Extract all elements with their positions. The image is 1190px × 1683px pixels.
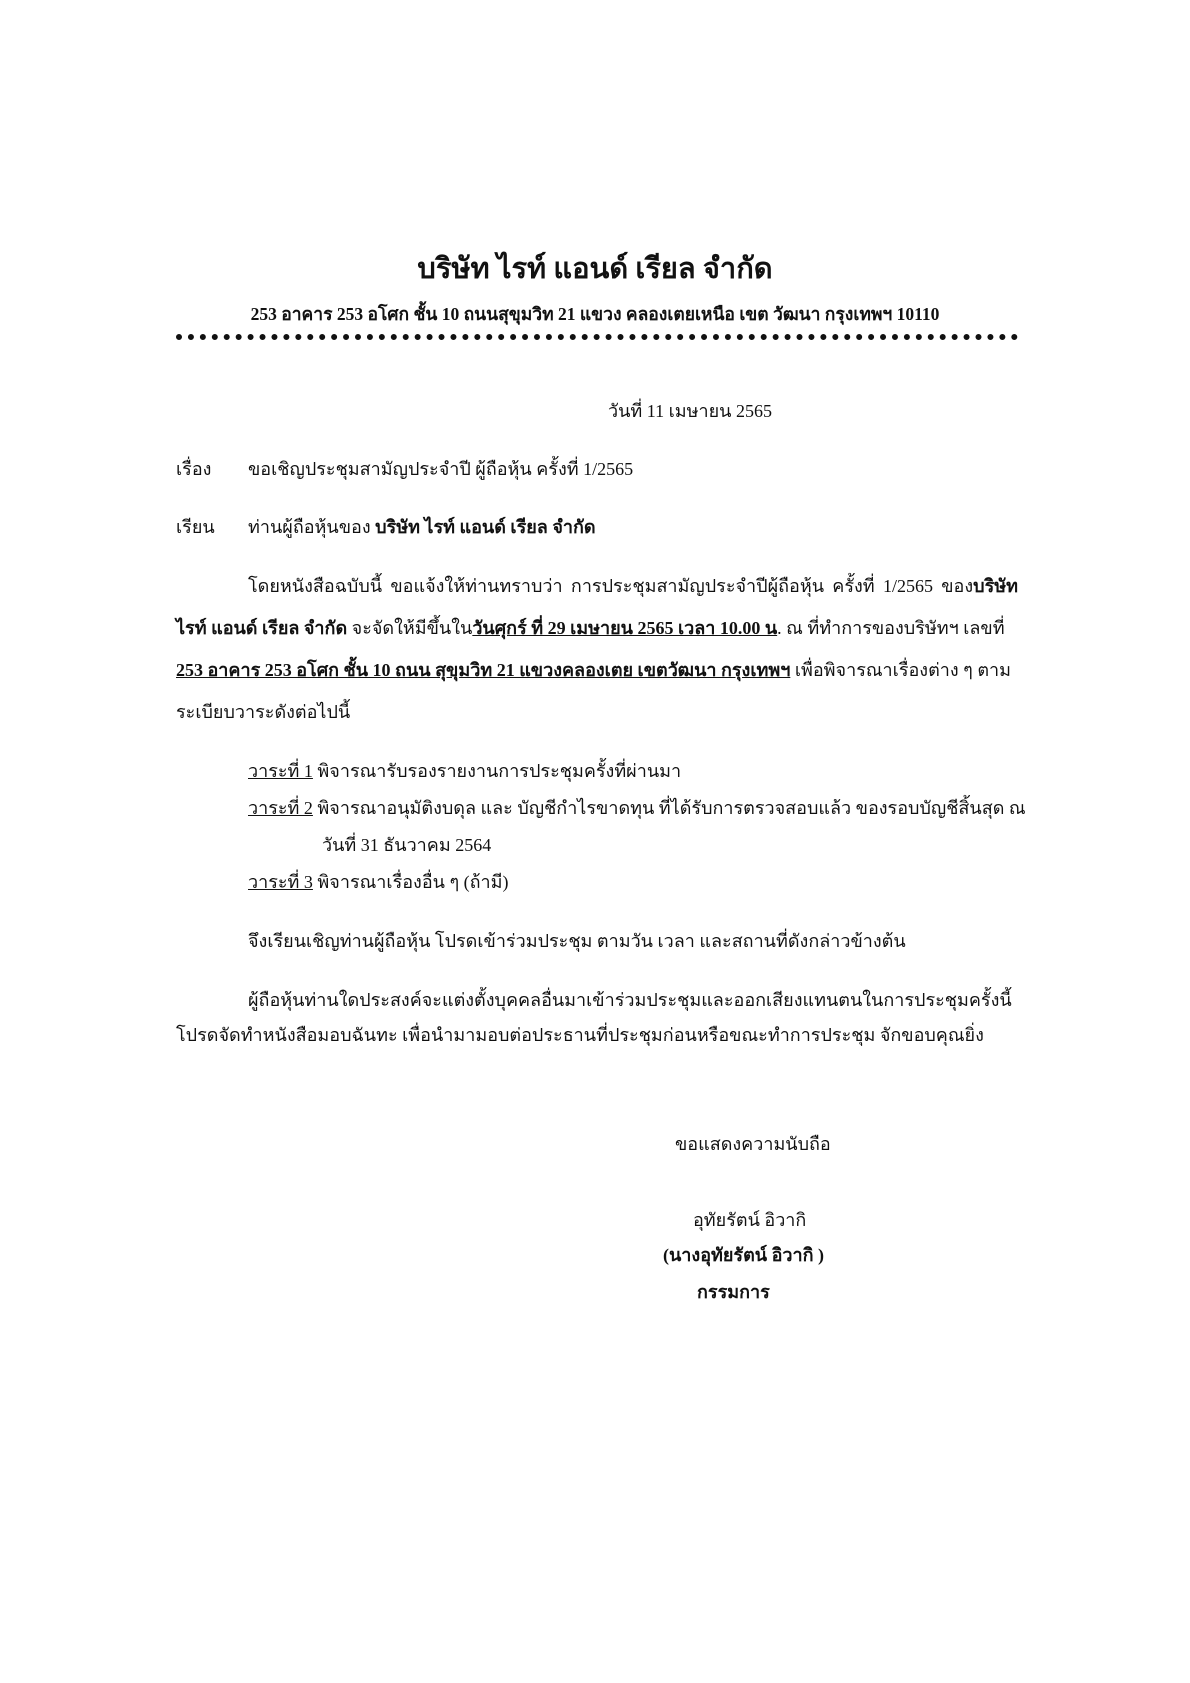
paragraph1-line4: ระเบียบวาระดังต่อไปนี้ xyxy=(176,702,351,722)
agenda-item-1-label: วาระที่ 1 xyxy=(248,761,313,781)
agenda-item-3-label: วาระที่ 3 xyxy=(248,872,313,892)
agenda-item-1-text: พิจารณารับรองรายงานการประชุมครั้งที่ผ่านมา xyxy=(312,761,682,781)
paragraph1-line2-text2: . ณ ที่ทำการของบริษัทฯ เลขที่ xyxy=(777,618,1005,638)
paragraph1-line3-text: เพื่อพิจารณาเรื่องต่าง ๆ ตาม xyxy=(790,660,1012,680)
signer-position: กรรมการ xyxy=(697,1282,770,1302)
agenda-item-3 xyxy=(248,867,508,896)
recipient-line xyxy=(248,512,596,541)
header-dotted-divider xyxy=(176,334,1018,340)
meeting-address: 253 อาคาร 253 อโศก ชั้น 10 ถนน สุขุมวิท 21 แขวงคลองเตย เขตวัฒนา กรุงเทพฯ xyxy=(176,660,791,680)
paragraph1-company-end: ไรท์ แอนด์ เรียล จำกัด xyxy=(176,618,348,638)
company-name: บริษัท ไรท์ แอนด์ เรียล จำกัด xyxy=(417,253,773,285)
company-address: 253 อาคาร 253 อโศก ชั้น 10 ถนนสุขุมวิท 21 แขวง คลองเตยเหนือ เขต วัฒนา กรุงเทพฯ 10110 xyxy=(250,304,940,324)
signature: อุทัยรัตน์ อิวากิ xyxy=(693,1210,807,1230)
proxy-paragraph-line1: ผู้ถือหุ้นท่านใดประสงค์จะแต่งตั้งบุคคลอื่นมาเข้าร่วมประชุมและออกเสียงแทนตนในการประชุมครั้งนี้ xyxy=(248,990,1012,1010)
agenda-item-2-continuation: วันที่ 31 ธันวาคม 2564 xyxy=(322,835,492,855)
recipient-company: บริษัท ไรท์ แอนด์ เรียล จำกัด xyxy=(375,517,596,537)
paragraph1-company-start: บริษัท xyxy=(973,576,1018,596)
paragraph1-line3 xyxy=(176,655,1011,684)
agenda-item-2-text: พิจารณาอนุมัติงบดุล และ บัญชีกำไรขาดทุน ที่ได้รับการตรวจสอบแล้ว ของรอบบัญชีสิ้นสุด ณ xyxy=(312,798,1026,818)
agenda-item-3-text: พิจารณาเรื่องอื่น ๆ (ถ้ามี) xyxy=(312,872,509,892)
agenda-item-1 xyxy=(248,756,681,785)
signer-full-name: (นางอุทัยรัตน์ อิวากิ ) xyxy=(663,1245,824,1265)
paragraph1-line1-text: โดยหนังสือฉบับนี้ ขอแจ้งให้ท่านทราบว่า การประชุมสามัญประจำปีผู้ถือหุ้น ครั้งที่ 1/2565 ของ xyxy=(248,576,974,596)
agenda-item-2-label: วาระที่ 2 xyxy=(248,798,313,818)
agenda-item-2 xyxy=(248,793,1026,822)
subject-text: ขอเชิญประชุมสามัญประจำปี ผู้ถือหุ้น ครั้งที่ 1/2565 xyxy=(248,459,634,479)
closing-salutation: ขอแสดงความนับถือ xyxy=(675,1134,831,1154)
meeting-datetime: วันศุกร์ ที่ 29 เมษายน 2565 เวลา 10.00 น xyxy=(472,618,778,638)
letter-date: วันที่ 11 เมษายน 2565 xyxy=(608,401,772,421)
invitation-paragraph: จึงเรียนเชิญท่านผู้ถือหุ้น โปรดเข้าร่วมประชุม ตามวัน เวลา และสถานที่ดังกล่าวข้างต้น xyxy=(248,931,906,951)
recipient-label: เรียน xyxy=(176,517,215,537)
subject-label: เรื่อง xyxy=(176,459,212,479)
paragraph1-line2 xyxy=(176,613,1005,642)
paragraph1-line2-text1: จะจัดให้มีขึ้นใน xyxy=(347,618,473,638)
proxy-paragraph-line2: โปรดจัดทำหนังสือมอบฉันทะ เพื่อนำมามอบต่อประธานที่ประชุมก่อนหรือขณะทำการประชุม จักขอบคุณยิ่ง xyxy=(176,1025,984,1045)
recipient-text: ท่านผู้ถือหุ้นของ xyxy=(248,517,376,537)
paragraph1-line1 xyxy=(248,571,1018,600)
